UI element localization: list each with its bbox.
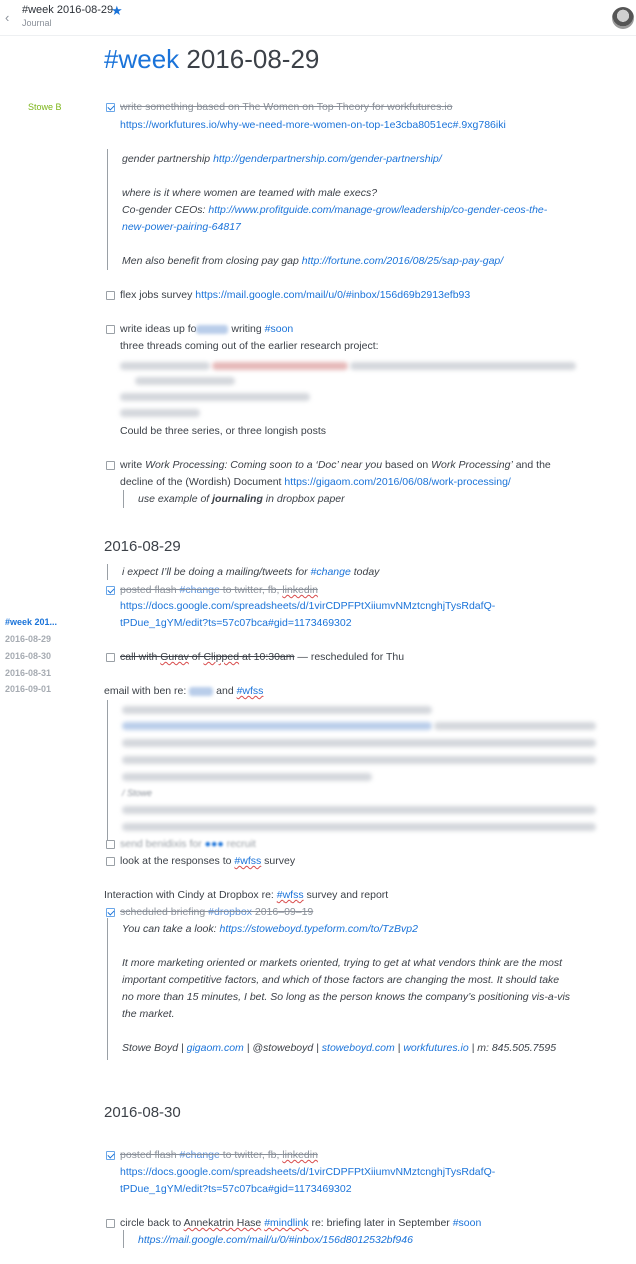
gigaom-sig-link[interactable]: gigaom.com: [186, 1042, 244, 1054]
task-label: — rescheduled for Thu: [294, 651, 405, 663]
task-label: based on: [382, 459, 432, 471]
task-label: Gurav: [160, 651, 189, 663]
profitguide-link[interactable]: http://www.profitguide.com/manage-grow/leadership/co-gender-ceos-the-: [208, 204, 548, 216]
quote-text: Men also benefit from closing pay gap: [122, 255, 302, 267]
task-label: Clipped: [203, 651, 240, 663]
task-label: write ideas up fo: [120, 323, 197, 335]
back-icon[interactable]: ‹: [5, 10, 10, 25]
task-text: [120, 583, 318, 597]
quote-bar: [123, 1230, 124, 1248]
redacted-text: [120, 393, 310, 401]
quote-line: important competitive factors, and which of those factors are changing the most. It should take: [122, 974, 560, 986]
task-text: write something based on The Women on Top Theory for workfutures.io: [120, 101, 453, 113]
task-checkbox[interactable]: [106, 325, 115, 334]
task-label: linkedin: [282, 584, 318, 596]
star-icon[interactable]: ★: [111, 3, 123, 18]
para-text: Interaction with Cindy at Dropbox re:: [104, 889, 277, 901]
gender-partnership-link[interactable]: http://genderpartnership.com/gender-partnership/: [213, 153, 442, 165]
task-checkbox[interactable]: [106, 461, 115, 470]
task-text: [120, 854, 295, 868]
sheets-link-cont[interactable]: tPDue_1gYM/edit?ts=57c07bca#gid=1173469302: [120, 617, 352, 629]
hashtag-wfss[interactable]: #wfss: [236, 685, 264, 697]
task-text: [120, 458, 551, 472]
toc-item-2016-08-30[interactable]: 2016-08-30: [5, 651, 52, 661]
redacted-text: [122, 806, 596, 814]
quote-line: where is it where women are teamed with male execs?: [122, 187, 378, 199]
sheets-link-cont[interactable]: tPDue_1gYM/edit?ts=57c07bca#gid=1173469302: [120, 1183, 352, 1195]
quote-line: [122, 565, 379, 579]
toc-item-week[interactable]: #week 201...: [5, 617, 58, 627]
hashtag-change[interactable]: #change: [310, 566, 351, 578]
title-date: 2016-08-29: [179, 44, 320, 74]
sheets-link[interactable]: https://docs.google.com/spreadsheets/d/1virCDPFPtXiiumvNMztcnghjTysRdafQ-: [120, 600, 496, 612]
quote-line: [122, 254, 503, 268]
task-label: re: briefing later in September: [308, 1217, 453, 1229]
task-checkbox[interactable]: [106, 586, 115, 595]
title-tag-link[interactable]: #week: [104, 44, 180, 74]
link[interactable]: [120, 616, 352, 630]
task-subline: Could be three series, or three longish posts: [120, 425, 327, 437]
task-label: send benidixis for: [120, 838, 205, 850]
redacted-mention: [189, 687, 213, 696]
quote-bar: [107, 564, 108, 580]
task-label: at 10:30am: [239, 651, 295, 663]
mail-link[interactable]: https://mail.google.com/mail/u/0/#inbox/156d8012532bf946: [138, 1234, 413, 1246]
signature-line: [122, 1041, 556, 1055]
quote-bold: journaling: [212, 493, 263, 505]
sig-text: Stowe Boyd |: [122, 1042, 187, 1054]
sheets-link[interactable]: https://docs.google.com/spreadsheets/d/1virCDPFPtXiiumvNMztcnghjTysRdafQ-: [120, 1166, 496, 1178]
hashtag-dropbox[interactable]: #dropbox: [208, 906, 252, 918]
link[interactable]: [120, 599, 495, 613]
task-checkbox[interactable]: [106, 1151, 115, 1160]
task-label: posted flash: [120, 1149, 180, 1161]
task-label: of: [188, 651, 204, 663]
quote-text: gender partnership: [122, 153, 214, 165]
task-label: writing: [228, 323, 265, 335]
task-checkbox[interactable]: [106, 1219, 115, 1228]
workfutures-sig-link[interactable]: workfutures.io: [403, 1042, 469, 1054]
redacted-text: [135, 377, 235, 385]
redacted-text: [122, 823, 596, 831]
author-attribution: Stowe B: [28, 102, 62, 112]
toc-item-2016-09-01[interactable]: 2016-09-01: [5, 684, 52, 694]
quote-text: use example of: [138, 493, 213, 505]
task-subline: [120, 475, 511, 489]
task-label: survey: [261, 855, 296, 867]
task-text: [120, 288, 470, 302]
redacted-signature: / Stowe: [122, 788, 153, 798]
para-text: and: [213, 685, 237, 697]
quote-bar: [107, 700, 108, 848]
link[interactable]: [120, 1182, 352, 1196]
document-title: #week 2016-08-29: [22, 4, 114, 16]
quote-text: Co-gender CEOs:: [122, 204, 209, 216]
quote-text: in dropbox paper: [262, 493, 345, 505]
task-text: [120, 322, 293, 336]
task-label: Work Processing’: [431, 459, 513, 471]
fortune-link[interactable]: http://fortune.com/2016/08/25/sap-pay-gap/: [301, 255, 504, 267]
task-checkbox[interactable]: [106, 908, 115, 917]
struck-text: [120, 651, 295, 663]
task-subline: three threads coming out of the earlier research project:: [120, 340, 379, 352]
task-label: recruit: [223, 838, 256, 850]
redacted-text: [122, 756, 596, 764]
redacted-text: [434, 722, 596, 730]
avatar[interactable]: [612, 7, 634, 29]
page-title: [104, 44, 319, 75]
quote-bar: [107, 918, 108, 1060]
quote-line: no more than 15 minutes, I bet. So long as the person knows the company’s positioning vis-a-vis: [122, 991, 571, 1003]
redacted-text: [122, 739, 596, 747]
date-heading-2016-08-29: 2016-08-29: [104, 538, 181, 555]
task-label: circle back to: [120, 1217, 184, 1229]
quote-line: [122, 203, 547, 217]
date-heading-2016-08-30: 2016-08-30: [104, 1104, 181, 1121]
task-label: 2016–09–19: [251, 906, 314, 918]
quote-line: [122, 220, 241, 234]
para-text: survey and report: [303, 889, 389, 901]
quote-text: You can take a look:: [122, 923, 220, 935]
task-text: [120, 1148, 318, 1162]
quote-line: [122, 922, 418, 936]
quote-line: [138, 1233, 413, 1247]
top-bar: [0, 0, 636, 36]
hashtag-wfss[interactable]: #wfss: [234, 855, 262, 867]
hashtag-soon[interactable]: #soon: [452, 1217, 482, 1229]
quote-text: i expect I’ll be doing a mailing/tweets for: [122, 566, 311, 578]
toc-item-2016-08-29[interactable]: 2016-08-29: [5, 634, 52, 644]
task-text: [120, 650, 404, 664]
redacted-text: [350, 362, 576, 370]
toc-item-2016-08-31[interactable]: 2016-08-31: [5, 668, 52, 678]
task-label: decline of the (Wordish) Document: [120, 476, 285, 488]
task-label: write: [120, 459, 146, 471]
task-label: Annekatrin Hase: [183, 1217, 262, 1229]
sig-text: | @stoweboyd |: [243, 1042, 322, 1054]
workfutures-link[interactable]: https://workfutures.io/why-we-need-more-women-on-top-1e3cba8051ec#.9xg786iki: [120, 119, 506, 131]
task-label: and the: [512, 459, 551, 471]
task-text: [120, 905, 313, 919]
task-label: scheduled briefing: [120, 906, 209, 918]
hashtag-soon[interactable]: #soon: [264, 323, 294, 335]
stoweboyd-sig-link[interactable]: stoweboyd.com: [321, 1042, 395, 1054]
task-label: call with: [120, 651, 161, 663]
redacted-text: [122, 773, 372, 781]
task-label: flex jobs survey: [120, 289, 196, 301]
para-text: email with ben re:: [104, 685, 190, 697]
redacted-text: [212, 362, 348, 370]
task-checkbox[interactable]: [106, 291, 115, 300]
sig-text: |: [394, 1042, 404, 1054]
task-label: posted flash: [120, 584, 180, 596]
hashtag-mindlink[interactable]: #mindlink: [264, 1217, 309, 1229]
task-checkbox[interactable]: [106, 857, 115, 866]
task-checkbox[interactable]: [106, 840, 115, 849]
mail-link[interactable]: https://mail.google.com/mail/u/0/#inbox/156d69b2913efb93: [195, 289, 471, 301]
hashtag-change[interactable]: #change: [179, 584, 220, 596]
hashtag-change[interactable]: #change: [179, 1149, 220, 1161]
task-label: to twitter, fb,: [219, 1149, 283, 1161]
task-text: [120, 1216, 481, 1230]
paragraph: [104, 888, 388, 902]
paragraph: [104, 684, 263, 698]
hashtag-wfss[interactable]: #wfss: [276, 889, 304, 901]
task-label: linkedin: [282, 1149, 318, 1161]
task-checkbox[interactable]: [106, 653, 115, 662]
typeform-link[interactable]: https://stoweboyd.typeform.com/to/TzBvp2: [219, 923, 418, 935]
task-label: look at the responses to: [120, 855, 235, 867]
task-label: Work Processing: Coming soon to a ‘Doc’ near you: [145, 459, 383, 471]
link[interactable]: [120, 118, 506, 132]
redacted-mention: [196, 325, 228, 334]
folder-name[interactable]: Journal: [22, 18, 52, 28]
profitguide-link-cont[interactable]: new-power-pairing-64817: [122, 221, 241, 233]
task-label: to twitter, fb,: [219, 584, 283, 596]
redacted-text: [120, 409, 200, 417]
redacted-text: [122, 706, 432, 714]
quote-line: [138, 492, 345, 506]
redacted-text: [122, 722, 432, 730]
task-text: send benidixis for ●●● recruit: [120, 838, 256, 850]
quote-bar: [123, 490, 124, 508]
task-checkbox[interactable]: [106, 103, 115, 112]
quote-line: [122, 152, 442, 166]
quote-line: the market.: [122, 1008, 175, 1020]
redacted-text: [120, 362, 210, 370]
quote-line: It more marketing oriented or markets oriented, trying to get at what vendors think are the most: [122, 957, 563, 969]
sig-text: | m: 845.505.7595: [468, 1042, 557, 1054]
quote-bar: [107, 149, 108, 270]
gigaom-link[interactable]: https://gigaom.com/2016/06/08/work-processing/: [284, 476, 511, 488]
quote-text: today: [350, 566, 380, 578]
link[interactable]: [120, 1165, 495, 1179]
